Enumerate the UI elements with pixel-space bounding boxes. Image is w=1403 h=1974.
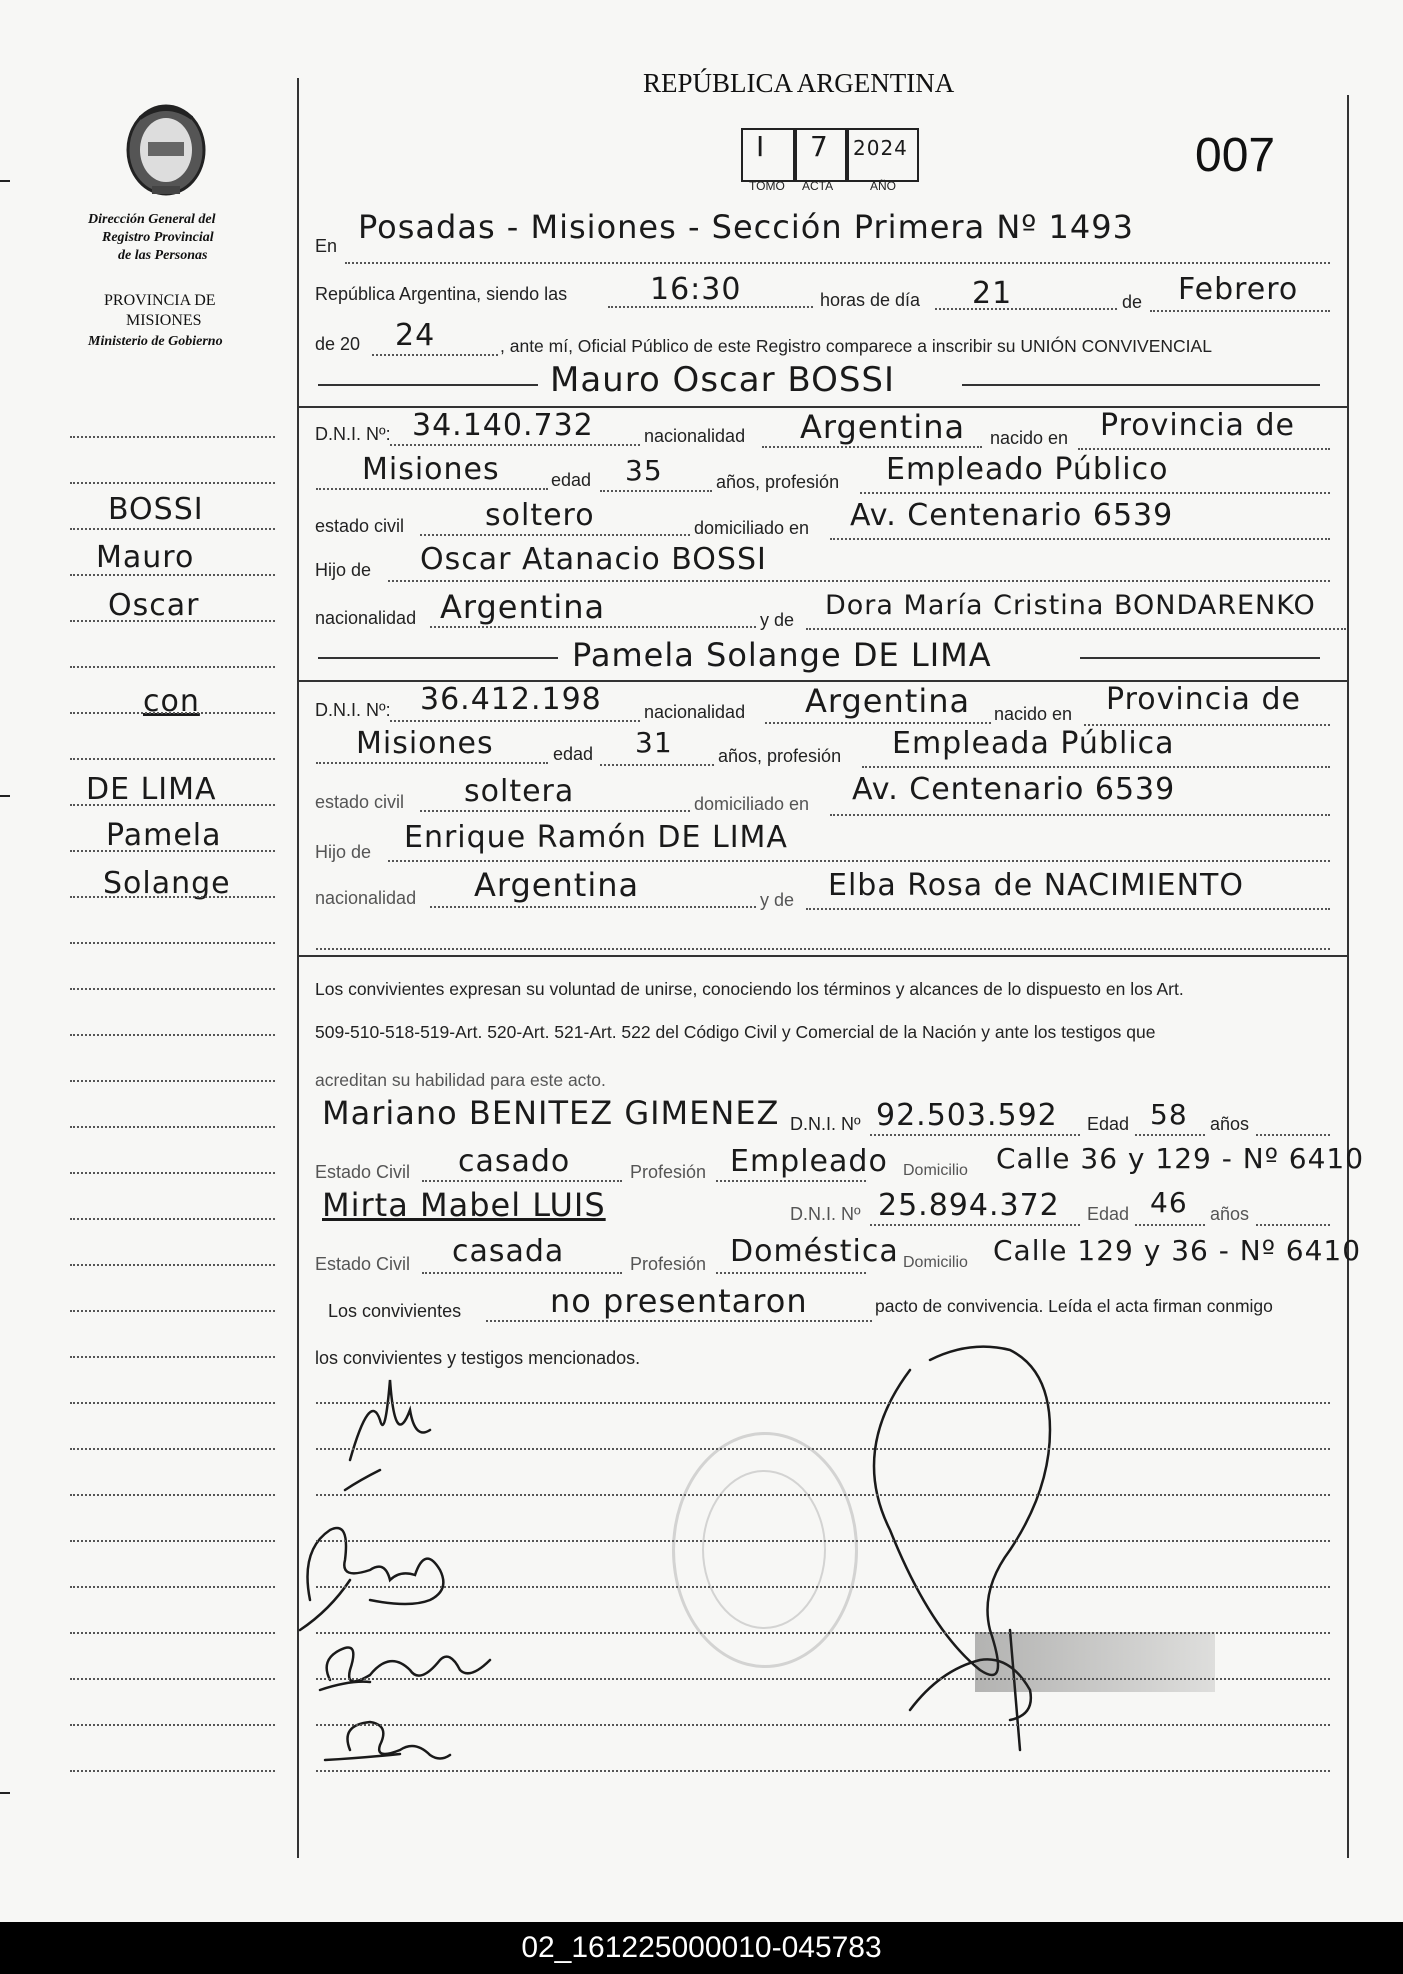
p1-nac-line <box>762 446 982 448</box>
signature-ruled-line <box>316 1402 1330 1404</box>
tomo-value: I <box>756 130 766 163</box>
p2-nac-line <box>765 722 991 724</box>
w2-dni-line <box>870 1224 1080 1226</box>
acta-value: 7 <box>810 130 829 163</box>
p2-nacido-1: Provincia de <box>1106 682 1301 717</box>
signature-ruled-line <box>316 1632 1330 1634</box>
w2-civil-label: Estado Civil <box>315 1254 411 1274</box>
org-line-3: de las Personas <box>118 248 208 263</box>
margin-ruled-line <box>70 804 275 806</box>
year-prefix: de 20 <box>315 334 361 354</box>
p2-nacido2-line <box>316 762 548 764</box>
p1-dni-label: D.N.I. Nº: <box>315 424 391 444</box>
w1-dni-line <box>870 1134 1080 1136</box>
p1-nacpadres-value: Argentina <box>440 588 606 626</box>
w2-prof-value: Doméstica <box>730 1234 899 1269</box>
p1-madre-line <box>806 628 1346 630</box>
p1-yde-label: y de <box>760 610 795 630</box>
w1-edad-line <box>1135 1134 1205 1136</box>
org-line-2: Registro Provincial <box>102 230 214 245</box>
p1-dni-value: 34.140.732 <box>412 408 594 443</box>
signature-ruled-line <box>316 1678 1330 1680</box>
p1-hijo-label: Hijo de <box>315 560 372 580</box>
w1-anos-line <box>1256 1134 1330 1136</box>
p1-dom-value: Av. Centenario 6539 <box>850 498 1174 533</box>
province-line-1: PROVINCIA DE <box>104 292 216 309</box>
margin-ruled-line <box>70 1172 275 1174</box>
p1-edad-value: 35 <box>625 454 663 487</box>
p2-edad-label: edad <box>553 744 594 764</box>
margin-ruled-line <box>70 1126 275 1128</box>
p1-dom-line <box>830 538 1330 540</box>
w2-anos-label: años <box>1210 1204 1250 1224</box>
w2-civil-line <box>422 1272 622 1274</box>
month-value: Febrero <box>1178 272 1299 307</box>
day-value: 21 <box>972 276 1013 311</box>
p1-dni-line <box>390 444 640 446</box>
section-divider-3 <box>297 955 1349 957</box>
w2-dni-value: 25.894.372 <box>878 1188 1060 1223</box>
p1-prof-line <box>860 492 1330 494</box>
signature-ruled-line <box>316 1586 1330 1588</box>
margin-ruled-line <box>70 712 275 714</box>
margin-ruled-line <box>70 1310 275 1312</box>
margin-ruled-line <box>70 482 275 484</box>
margin-ruled-line <box>70 1218 275 1220</box>
p2-civil-line <box>420 810 690 812</box>
p2-nac-label: nacionalidad <box>644 702 746 722</box>
margin-ruled-line <box>70 1034 275 1036</box>
margin-ruled-line <box>70 1494 275 1496</box>
person1-full-name: Mauro Oscar BOSSI <box>550 360 896 400</box>
p1-dom-label: domiciliado en <box>694 518 810 538</box>
p2-hijo-line <box>388 860 1330 862</box>
margin-ruled-line <box>70 850 275 852</box>
p1-prof-label: años, profesión <box>716 472 840 492</box>
margin-name-5: DE LIMA <box>86 772 217 807</box>
w1-dom-label: Domicilio <box>903 1162 968 1179</box>
margin-ruled-line <box>70 1632 275 1634</box>
document-footer-code: 02_161225000010-045783 <box>0 1922 1403 1974</box>
w2-prof-line <box>716 1272 866 1274</box>
signature-ruled-line <box>316 1770 1330 1772</box>
margin-ruled-line <box>70 1264 275 1266</box>
w1-dom-value: Calle 36 y 129 - Nº 6410 <box>996 1142 1365 1175</box>
margin-ruled-line <box>70 1402 275 1404</box>
p2-dni-value: 36.412.198 <box>420 682 602 717</box>
p1-civil-label: estado civil <box>315 516 405 536</box>
p1-nacido-1: Provincia de <box>1100 408 1295 443</box>
clause-line-2: 509-510-518-519-Art. 520-Art. 521-Art. 522 del Código Civil y Comercial de la Nación y ante los testigos que <box>315 1022 1156 1042</box>
margin-name-4: con <box>143 684 200 719</box>
p2-yde-label: y de <box>760 890 795 910</box>
day-line <box>935 308 1117 310</box>
tomo-box <box>741 128 797 182</box>
person1-name-right-rule <box>962 384 1320 386</box>
w1-edad-value: 58 <box>1150 1098 1188 1131</box>
p1-nac-label: nacionalidad <box>644 426 746 446</box>
margin-name-2: Mauro <box>96 540 195 575</box>
country-title: REPÚBLICA ARGENTINA <box>643 68 955 98</box>
p2-dom-label: domiciliado en <box>694 794 810 814</box>
p2-madre-line <box>806 908 1330 910</box>
p2-edad-line <box>600 764 714 766</box>
p2-edad-value: 31 <box>635 726 673 759</box>
p2-prof-label: años, profesión <box>718 746 842 766</box>
w1-edad-label: Edad <box>1087 1114 1130 1134</box>
margin-ruled-line <box>70 988 275 990</box>
w2-edad-label: Edad <box>1087 1204 1130 1224</box>
officer-stamp-text <box>975 1632 1215 1692</box>
person1-name-left-rule <box>318 384 538 386</box>
w1-prof-line <box>716 1180 866 1182</box>
anio-label: AÑO <box>870 179 897 193</box>
place-value: Posadas - Misiones - Sección Primera Nº 1493 <box>358 208 1134 246</box>
person2-name-left-rule <box>318 657 558 659</box>
margin-ruled-line <box>70 758 275 760</box>
w2-civil-value: casada <box>452 1234 565 1269</box>
signature-ruled-line <box>316 1494 1330 1496</box>
margin-ruled-line <box>70 528 275 530</box>
p2-nac-value: Argentina <box>805 682 971 720</box>
clause-line-3: acreditan su habilidad para este acto. <box>315 1070 606 1090</box>
p1-nac2-label: nacionalidad <box>315 608 417 628</box>
page-number: 007 <box>1195 129 1276 182</box>
p2-civil-value: soltera <box>464 774 575 809</box>
margin-ruled-line <box>70 574 275 576</box>
de-label: de <box>1122 292 1143 312</box>
w1-civil-label: Estado Civil <box>315 1162 411 1182</box>
margin-ruled-line <box>70 666 275 668</box>
margin-ruled-line <box>70 1770 275 1772</box>
anio-value: 2024 <box>853 136 908 160</box>
margin-ruled-line <box>70 1080 275 1082</box>
margin-ruled-line <box>70 896 275 898</box>
p2-padre-value: Enrique Ramón DE LIMA <box>404 820 788 855</box>
year-line <box>372 354 498 356</box>
p1-edad-line <box>600 490 712 492</box>
p2-nac2-line <box>430 906 756 908</box>
p2-prof-line <box>862 766 1330 768</box>
closing-value-line <box>486 1320 872 1322</box>
acta-label: ACTA <box>802 179 834 193</box>
margin-name-6: Pamela <box>106 818 222 853</box>
w2-anos-line <box>1256 1224 1330 1226</box>
ante-text: , ante mí, Oficial Público de este Registro comparece a inscribir su UNIÓN CONVIVENCIAL <box>500 336 1212 356</box>
tomo-label: TOMO <box>749 179 785 193</box>
p2-prof-value: Empleada Pública <box>892 726 1175 761</box>
p2-dni-label: D.N.I. Nº: <box>315 700 391 720</box>
signature-ruled-line <box>316 1540 1330 1542</box>
margin-name-7: Solange <box>103 866 231 901</box>
w2-dom-label: Domicilio <box>903 1254 968 1271</box>
w1-name: Mariano BENITEZ GIMENEZ <box>322 1094 780 1132</box>
w1-civil-line <box>422 1180 622 1182</box>
w1-prof-value: Empleado <box>730 1144 888 1179</box>
w1-prof-label: Profesión <box>630 1162 707 1182</box>
w1-dni-value: 92.503.592 <box>876 1098 1058 1133</box>
p1-padre-value: Oscar Atanacio BOSSI <box>420 542 767 577</box>
left-edge-mark-1 <box>0 180 10 182</box>
margin-ruled-line <box>70 1356 275 1358</box>
closing-label-2: pacto de convivencia. Leída el acta firman conmigo <box>875 1296 1273 1316</box>
person2-full-name: Pamela Solange DE LIMA <box>572 636 992 674</box>
w1-anos-label: años <box>1210 1114 1250 1134</box>
p2-civil-label: estado civil <box>315 792 405 812</box>
p1-hijo-line <box>388 580 1330 582</box>
p2-dom-line <box>830 814 1330 816</box>
p2-nac2-label: nacionalidad <box>315 888 417 908</box>
closing-value: no presentaron <box>550 1282 808 1320</box>
w1-civil-value: casado <box>458 1144 571 1179</box>
p1-civil-value: soltero <box>485 498 595 533</box>
main-frame-right-border <box>1347 95 1349 1858</box>
republica-label: República Argentina, siendo las <box>315 284 568 304</box>
p1-prof-value: Empleado Público <box>886 452 1169 487</box>
p1-edad-label: edad <box>551 470 592 490</box>
province-emblem-icon <box>120 98 212 198</box>
margin-name-1: BOSSI <box>108 492 204 527</box>
month-line <box>1150 310 1330 312</box>
left-edge-mark-3 <box>0 1792 10 1794</box>
person2-name-right-rule <box>1080 657 1320 659</box>
place-line <box>345 262 1330 264</box>
left-edge-mark-2 <box>0 795 10 797</box>
p2-madre-value: Elba Rosa de NACIMIENTO <box>828 868 1244 903</box>
w2-name: Mirta Mabel LUIS <box>322 1186 606 1224</box>
margin-ruled-line <box>70 1540 275 1542</box>
clause-line-1: Los convivientes expresan su voluntad de unirse, conociendo los términos y alcances de lo dispuesto en los Art. <box>315 979 1184 999</box>
p1-nacido-label: nacido en <box>990 428 1069 448</box>
margin-name-3: Oscar <box>108 588 200 623</box>
year-suffix: 24 <box>395 318 436 353</box>
p2-blank-line <box>316 948 1330 950</box>
w2-edad-value: 46 <box>1150 1186 1188 1219</box>
en-label: En <box>315 236 338 256</box>
w2-edad-line <box>1135 1224 1205 1226</box>
margin-ruled-line <box>70 1678 275 1680</box>
margin-ruled-line <box>70 1724 275 1726</box>
w2-dom-value: Calle 129 y 36 - Nº 6410 <box>993 1234 1362 1267</box>
p1-nac-value: Argentina <box>800 408 966 446</box>
p2-dom-value: Av. Centenario 6539 <box>852 772 1176 807</box>
p2-nacpadres-value: Argentina <box>474 866 640 904</box>
p2-nacido-label: nacido en <box>994 704 1073 724</box>
signature-ruled-line <box>316 1448 1330 1450</box>
time-value: 16:30 <box>650 272 742 307</box>
closing-label-1: Los convivientes <box>328 1301 462 1321</box>
p1-nacido-2: Misiones <box>362 452 500 487</box>
p2-dni-line <box>390 720 640 722</box>
closing-line-2: los convivientes y testigos mencionados. <box>315 1348 641 1368</box>
w2-dni-label: D.N.I. Nº <box>790 1204 861 1224</box>
margin-ruled-line <box>70 620 275 622</box>
margin-ruled-line <box>70 436 275 438</box>
margin-ruled-line <box>70 942 275 944</box>
horas-label: horas de día <box>820 290 921 310</box>
p1-nacido-line <box>1078 448 1330 450</box>
w2-prof-label: Profesión <box>630 1254 707 1274</box>
margin-ruled-line <box>70 1448 275 1450</box>
ministry-line: Ministerio de Gobierno <box>88 334 223 349</box>
p2-nacido-2: Misiones <box>356 726 494 761</box>
p1-nac2-line <box>430 626 756 628</box>
p1-madre-value: Dora María Cristina BONDARENKO <box>825 590 1316 621</box>
province-line-2: MISIONES <box>126 312 202 329</box>
org-line-1: Dirección General del <box>88 212 216 227</box>
signatures-drawing <box>290 1330 1150 1790</box>
margin-ruled-line <box>70 1586 275 1588</box>
w1-dni-label: D.N.I. Nº <box>790 1114 861 1134</box>
p1-civil-line <box>420 534 690 536</box>
p1-nacido2-line <box>316 488 548 490</box>
p2-hijo-label: Hijo de <box>315 842 372 862</box>
signature-ruled-line <box>316 1724 1330 1726</box>
